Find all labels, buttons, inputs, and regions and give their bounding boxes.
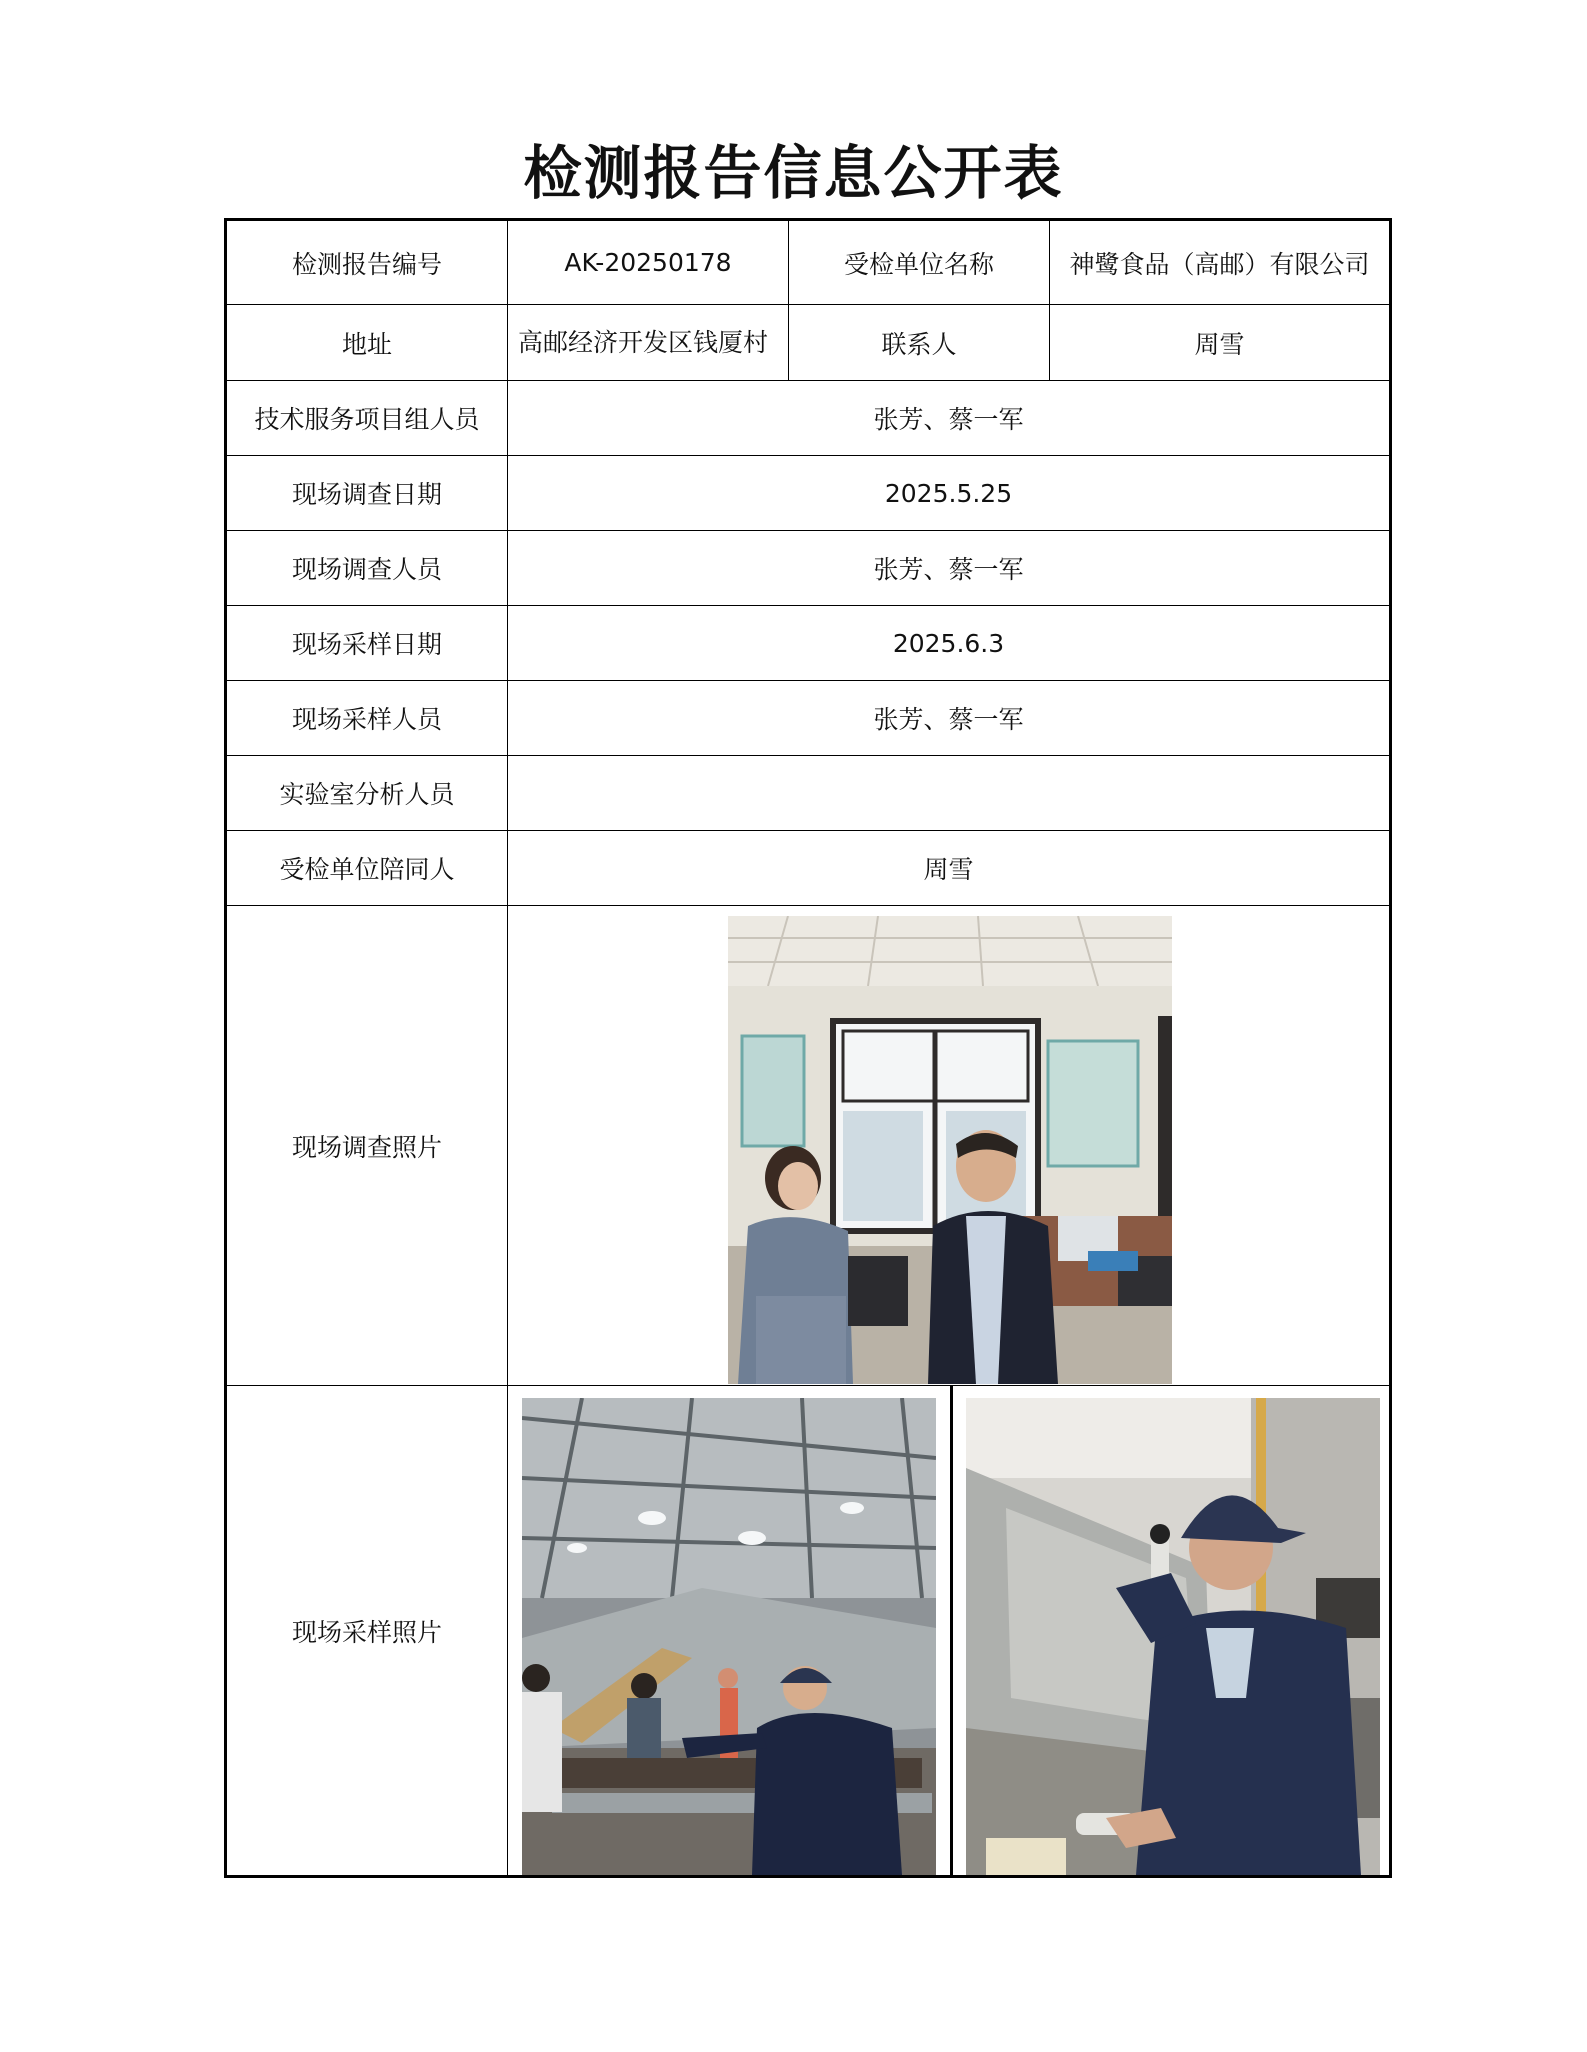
escort-value: 周雪	[508, 831, 1389, 906]
contact-value: 周雪	[1050, 305, 1389, 381]
sampling-photo-label: 现场采样照片	[227, 1386, 508, 1875]
survey-staff-value: 张芳、蔡一军	[508, 531, 1389, 606]
sampling-staff-label: 现场采样人员	[227, 681, 508, 756]
survey-photo-label: 现场调查照片	[227, 906, 508, 1386]
info-table	[224, 218, 1392, 1878]
survey-photo	[728, 916, 1172, 1384]
lab-staff-value	[508, 756, 1389, 831]
survey-date-label: 现场调查日期	[227, 456, 508, 531]
sampling-date-value: 2025.6.3	[508, 606, 1389, 681]
survey-photo-cell	[508, 906, 1389, 1386]
photo-divider	[950, 1386, 953, 1875]
escort-label: 受检单位陪同人	[227, 831, 508, 906]
contact-label: 联系人	[789, 305, 1050, 381]
page-title: 检测报告信息公开表	[523, 139, 1064, 207]
address-value: 高邮经济开发区钱厦村	[508, 305, 789, 381]
survey-staff-label: 现场调查人员	[227, 531, 508, 606]
address-label: 地址	[227, 305, 508, 381]
sampling-photo-cell	[508, 1386, 1389, 1875]
survey-date-value: 2025.5.25	[508, 456, 1389, 531]
sampling-staff-value: 张芳、蔡一军	[508, 681, 1389, 756]
report-no-value: AK-20250178	[508, 221, 789, 305]
sampling-date-label: 现场采样日期	[227, 606, 508, 681]
report-no-label: 检测报告编号	[227, 221, 508, 305]
unit-name-label: 受检单位名称	[789, 221, 1050, 305]
team-value: 张芳、蔡一军	[508, 381, 1389, 456]
sampling-photo-1	[522, 1398, 936, 1875]
lab-staff-label: 实验室分析人员	[227, 756, 508, 831]
unit-name-value: 神鹭食品（高邮）有限公司	[1050, 221, 1389, 305]
team-label: 技术服务项目组人员	[227, 381, 508, 456]
sampling-photo-2	[966, 1398, 1380, 1875]
